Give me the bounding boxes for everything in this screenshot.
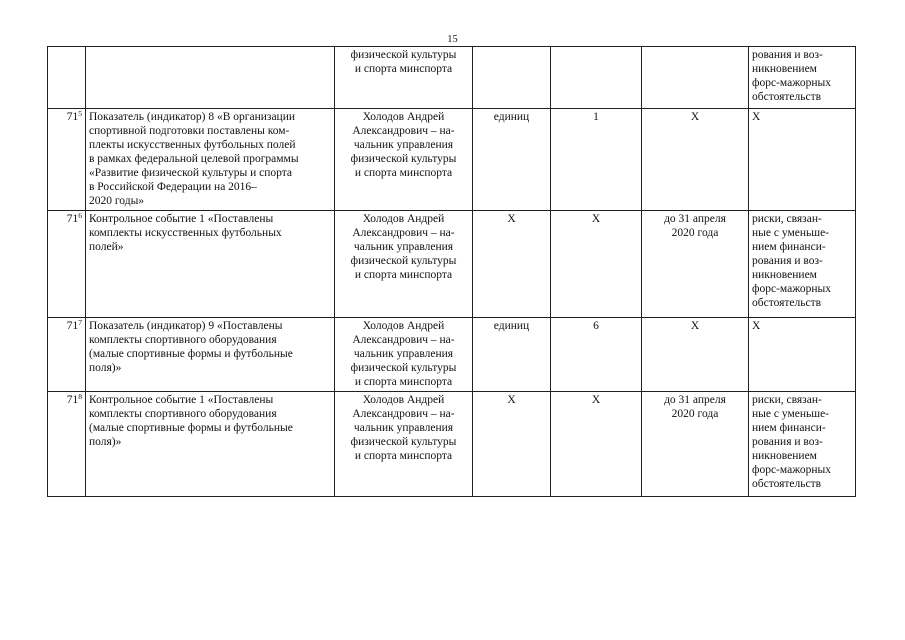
- row-number-cell: $71^5$: [48, 109, 86, 211]
- unit-cell: единиц: [473, 318, 551, 392]
- table-row: [48, 109, 856, 211]
- responsible-cell: Холодов Андрей Александрович – на- чальник управления физической культуры и спорта минспорта: [335, 392, 473, 497]
- deadline-cell: до 31 апреля 2020 года: [642, 392, 749, 497]
- table-row: [48, 211, 856, 318]
- responsible-cell: Холодов Андрей Александрович – на- чальник управления физической культуры и спорта минспорта: [335, 211, 473, 318]
- row-number-cell: [48, 47, 86, 109]
- plan-table: [47, 46, 856, 497]
- deadline-cell: до 31 апреля 2020 года: [642, 211, 749, 318]
- item-name-cell: Показатель (индикатор) 9 «Поставлены комплекты спортивного оборудования (малые спортивные формы и футбольные поля)»: [86, 318, 335, 392]
- value-cell: Х: [551, 211, 642, 318]
- responsible-cell: Холодов Андрей Александрович – на- чальник управления физической культуры и спорта минспорта: [335, 318, 473, 392]
- risks-cell: Х: [749, 109, 856, 211]
- risks-cell: рования и воз- никновением форс-мажорных обстоятельств: [749, 47, 856, 109]
- deadline-cell: Х: [642, 109, 749, 211]
- row-number-cell: $71^7$: [48, 318, 86, 392]
- table-row: [48, 392, 856, 497]
- unit-cell: [473, 47, 551, 109]
- responsible-cell: физической культуры и спорта минспорта: [335, 47, 473, 109]
- row-number-cell: $71^6$: [48, 211, 86, 318]
- unit-cell: Х: [473, 211, 551, 318]
- deadline-cell: Х: [642, 318, 749, 392]
- value-cell: 6: [551, 318, 642, 392]
- unit-cell: единиц: [473, 109, 551, 211]
- value-cell: 1: [551, 109, 642, 211]
- item-name-cell: Контрольное событие 1 «Поставлены комплекты спортивного оборудования (малые спортивные формы и футбольные поля)»: [86, 392, 335, 497]
- deadline-cell: [642, 47, 749, 109]
- page-number: 15: [447, 34, 458, 45]
- value-cell: [551, 47, 642, 109]
- unit-cell: Х: [473, 392, 551, 497]
- risks-cell: риски, связан- ные с уменьше- нием финанси- рования и воз- никновением форс-мажорных обстоятельств: [749, 392, 856, 497]
- item-name-cell: Контрольное событие 1 «Поставлены комплекты искусственных футбольных полей»: [86, 211, 335, 318]
- item-name-cell: Показатель (индикатор) 8 «В организации спортивной подготовки поставлены ком- плекты искусственных футбольных полей в рамках федеральной целевой программы «Развитие физической культуры и спорта в Российской Федерации на 2016– 2020 годы»: [86, 109, 335, 211]
- risks-cell: Х: [749, 318, 856, 392]
- row-number-cell: $71^8$: [48, 392, 86, 497]
- item-name-cell: [86, 47, 335, 109]
- risks-cell: риски, связан- ные с уменьше- нием финанси- рования и воз- никновением форс-мажорных обстоятельств: [749, 211, 856, 318]
- table-row: [48, 318, 856, 392]
- responsible-cell: Холодов Андрей Александрович – на- чальник управления физической культуры и спорта минспорта: [335, 109, 473, 211]
- table-row: [48, 47, 856, 109]
- value-cell: Х: [551, 392, 642, 497]
